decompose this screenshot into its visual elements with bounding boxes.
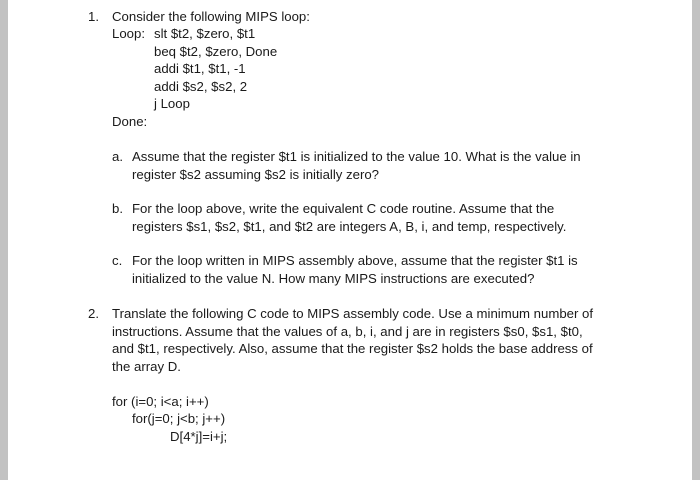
q2-line-4: the array D. (112, 359, 181, 374)
q1-part-a-line-2: register $s2 assuming $s2 is initially zero? (132, 167, 380, 182)
q1-intro: Consider the following MIPS loop: (112, 9, 310, 24)
document-page (8, 0, 692, 480)
q1-loop-line-4: addi $s2, $s2, 2 (154, 79, 248, 94)
q2-code-line-1: for (i=0; i<a; i++) (112, 394, 209, 409)
q1-loop-line-5: j Loop (154, 96, 190, 111)
q2-code-line-2: for(j=0; j<b; j++) (132, 411, 226, 426)
q2-line-1: Translate the following C code to MIPS assembly code. Use a minimum number of (112, 306, 594, 321)
q1-number: 1. (88, 9, 99, 24)
q1-loop-line-3: addi $t1, $t1, -1 (154, 61, 246, 76)
q1-part-b-line-1: For the loop above, write the equivalent C code routine. Assume that the (132, 201, 555, 216)
q1-part-c-letter: c. (112, 253, 123, 268)
q1-loop-label: Loop: (112, 26, 146, 41)
q2-line-3: and $t1, respectively. Also, assume that the register $s2 holds the base address of (112, 341, 593, 356)
q2-code-line-3: D[4*j]=i+j; (170, 429, 228, 444)
right-page-edge (692, 0, 700, 480)
q1-part-c-line-2: initialized to the value N. How many MIPS instructions are executed? (132, 271, 535, 286)
q1-part-b-letter: b. (112, 201, 123, 216)
q1-part-b-line-2: registers $s1, $s2, $t1, and $t2 are integers A, B, i, and temp, respectively. (132, 219, 567, 234)
left-page-edge (0, 0, 8, 480)
q1-loop-line-1: slt $t2, $zero, $t1 (154, 26, 256, 41)
q1-loop-line-2: beq $t2, $zero, Done (154, 44, 278, 59)
q1-done-label: Done: (112, 114, 148, 129)
q1-part-a-letter: a. (112, 149, 123, 164)
q2-number: 2. (88, 306, 99, 321)
q1-part-c-line-1: For the loop written in MIPS assembly above, assume that the register $t1 is (132, 253, 578, 268)
q2-line-2: instructions. Assume that the values of a, b, i, and j are in registers $s0, $s1, $t0, (112, 324, 583, 339)
q1-part-a-line-1: Assume that the register $t1 is initialized to the value 10. What is the value in (132, 149, 581, 164)
